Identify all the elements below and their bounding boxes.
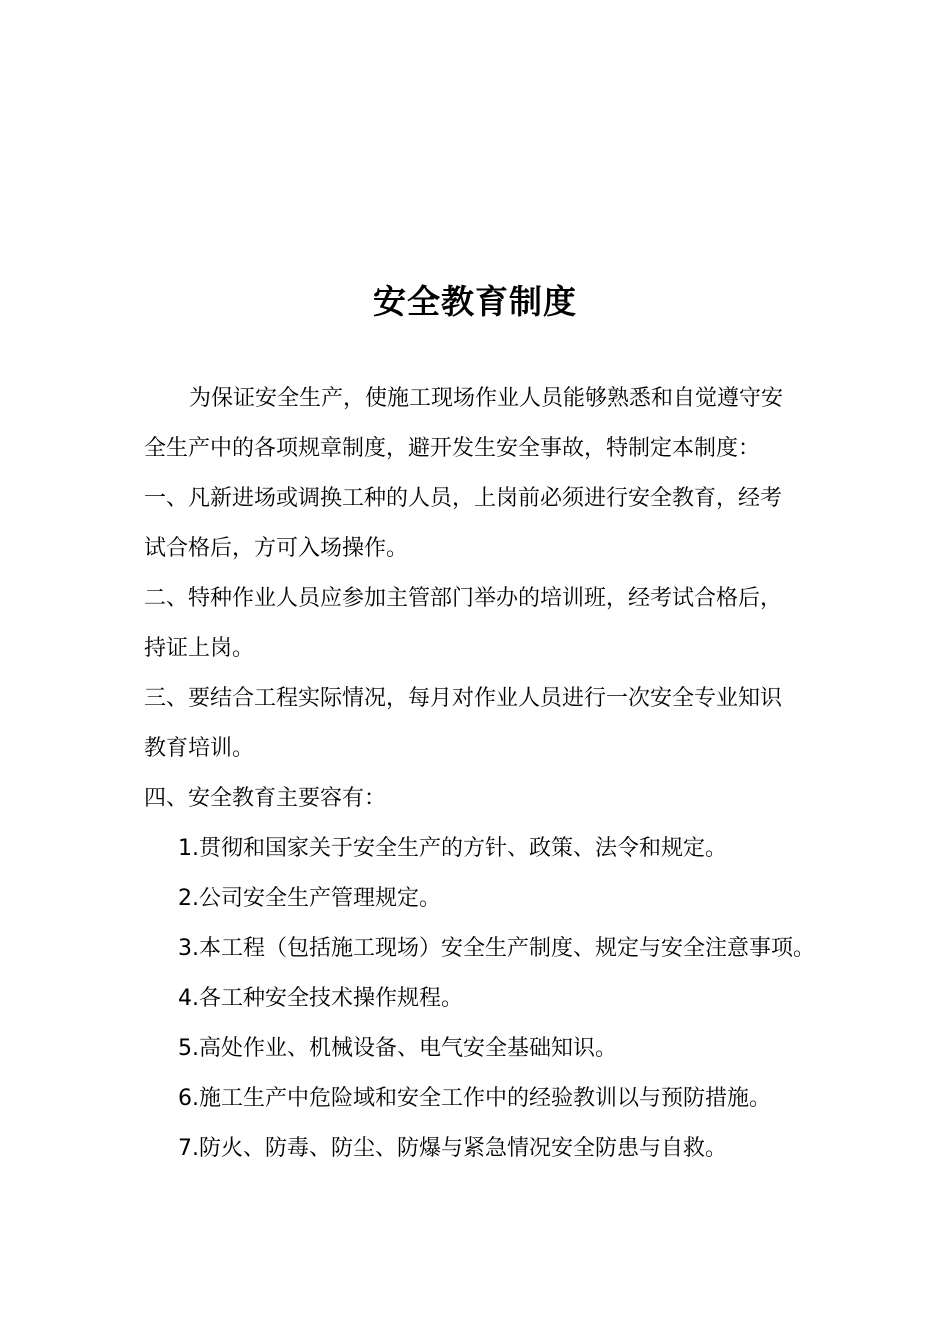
rule-2-line: 持证上岗。: [144, 636, 255, 661]
list-item: 5.高处作业、机械设备、电气安全基础知识。: [178, 1036, 617, 1061]
document-title: 安全教育制度: [373, 282, 577, 321]
rule-1-line: 试合格后，方可入场操作。: [144, 536, 409, 561]
list-item: 6.施工生产中危险域和安全工作中的经验教训以与预防措施。: [178, 1086, 771, 1111]
rule-3-line: 教育培训。: [144, 736, 255, 761]
list-item: 2.公司安全生产管理规定。: [178, 886, 441, 911]
intro-line: 全生产中的各项规章制度，避开发生安全事故，特制定本制度：: [144, 436, 761, 461]
rule-1-line: 一、凡新进场或调换工种的人员，上岗前必须进行安全教育，经考: [144, 486, 783, 511]
rule-3-line: 三、要结合工程实际情况，每月对作业人员进行一次安全专业知识: [144, 686, 783, 711]
list-item: 4.各工种安全技术操作规程。: [178, 986, 463, 1011]
list-item: 3.本工程（包括施工现场）安全生产制度、规定与安全注意事项。: [178, 936, 815, 961]
list-item: 1.贯彻和国家关于安全生产的方针、政策、法令和规定。: [178, 836, 727, 861]
rule-2-line: 二、特种作业人员应参加主管部门举办的培训班，经考试合格后，: [144, 586, 783, 611]
rule-4-line: 四、安全教育主要容有：: [144, 786, 387, 811]
intro-line: 为保证安全生产，使施工现场作业人员能够熟悉和自觉遵守安: [189, 386, 784, 411]
list-item: 7.防火、防毒、防尘、防爆与紧急情况安全防患与自救。: [178, 1136, 727, 1161]
